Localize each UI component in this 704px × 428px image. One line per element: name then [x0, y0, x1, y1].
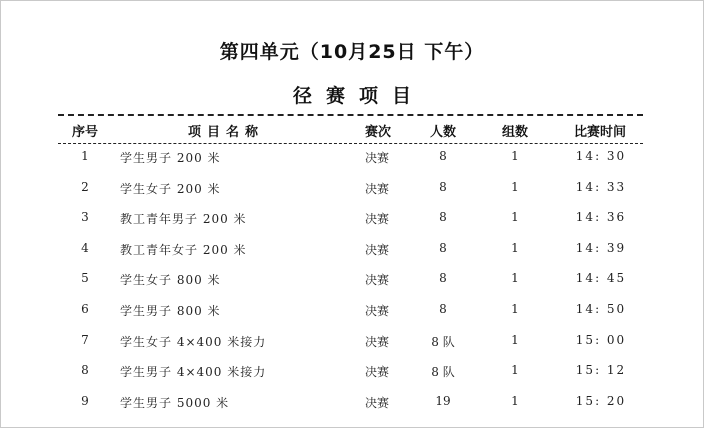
- row-time: 14: 45: [575, 271, 627, 285]
- header-time: 比赛时间: [573, 125, 627, 140]
- row-name: 学生女子 800 米: [120, 273, 221, 287]
- row-seq: 3: [81, 210, 89, 224]
- row-groups: 1: [511, 333, 519, 347]
- row-count: 8 队: [431, 335, 455, 349]
- row-count: 8: [439, 180, 447, 194]
- table-row: [0, 302, 704, 322]
- row-seq: 1: [81, 149, 89, 163]
- row-seq: 8: [81, 363, 89, 377]
- row-groups: 1: [511, 149, 519, 163]
- row-round: 决赛: [364, 365, 390, 379]
- row-count: 8: [439, 149, 447, 163]
- row-groups: 1: [511, 271, 519, 285]
- header-seq: 序号: [71, 125, 99, 140]
- row-time: 14: 36: [575, 210, 627, 224]
- row-round: 决赛: [364, 396, 390, 410]
- row-round: 决赛: [364, 182, 390, 196]
- table-row: [0, 363, 704, 383]
- row-time: 15: 12: [575, 363, 627, 377]
- row-groups: 1: [511, 363, 519, 377]
- row-round: 决赛: [364, 304, 390, 318]
- row-seq: 4: [81, 241, 89, 255]
- row-round: 决赛: [364, 335, 390, 349]
- row-round: 决赛: [364, 212, 390, 226]
- row-name: 教工青年男子 200 米: [120, 212, 247, 226]
- header-round: 赛次: [364, 125, 392, 140]
- row-name: 学生男子 5000 米: [120, 396, 230, 410]
- row-time: 14: 50: [575, 302, 627, 316]
- row-name: 学生男子 200 米: [120, 151, 221, 165]
- table-row: [0, 241, 704, 261]
- row-groups: 1: [511, 241, 519, 255]
- row-name: 教工青年女子 200 米: [120, 243, 247, 257]
- header-name: 项目名称: [187, 125, 265, 140]
- row-round: 决赛: [364, 243, 390, 257]
- row-count: 8: [439, 241, 447, 255]
- table-row: [0, 180, 704, 200]
- row-groups: 1: [511, 394, 519, 408]
- row-name: 学生女子 4×400 米接力: [120, 335, 267, 349]
- table-row: [0, 271, 704, 291]
- table-row: [0, 333, 704, 353]
- row-time: 15: 20: [575, 394, 627, 408]
- row-count: 8 队: [431, 365, 455, 379]
- page-title: 第四单元（10月25日 下午）: [219, 41, 485, 63]
- row-name: 学生男子 800 米: [120, 304, 221, 318]
- row-count: 8: [439, 271, 447, 285]
- row-time: 14: 33: [575, 180, 627, 194]
- row-seq: 6: [81, 302, 89, 316]
- row-time: 14: 30: [575, 149, 627, 163]
- row-groups: 1: [511, 210, 519, 224]
- row-groups: 1: [511, 180, 519, 194]
- header-groups: 组数: [501, 125, 529, 140]
- row-name: 学生女子 200 米: [120, 182, 221, 196]
- row-seq: 9: [81, 394, 89, 408]
- table-row: [0, 394, 704, 414]
- row-seq: 5: [81, 271, 89, 285]
- row-count: 8: [439, 210, 447, 224]
- row-count: 19: [435, 394, 451, 408]
- row-time: 14: 39: [575, 241, 627, 255]
- row-time: 15: 00: [575, 333, 627, 347]
- row-name: 学生男子 4×400 米接力: [120, 365, 267, 379]
- row-count: 8: [439, 302, 447, 316]
- row-seq: 7: [81, 333, 89, 347]
- row-round: 决赛: [364, 151, 390, 165]
- table-row: [0, 210, 704, 230]
- row-round: 决赛: [364, 273, 390, 287]
- table-row: [0, 149, 704, 169]
- header-count: 人数: [429, 125, 457, 140]
- section-title: 径赛项目: [292, 85, 425, 107]
- row-seq: 2: [81, 180, 89, 194]
- row-groups: 1: [511, 302, 519, 316]
